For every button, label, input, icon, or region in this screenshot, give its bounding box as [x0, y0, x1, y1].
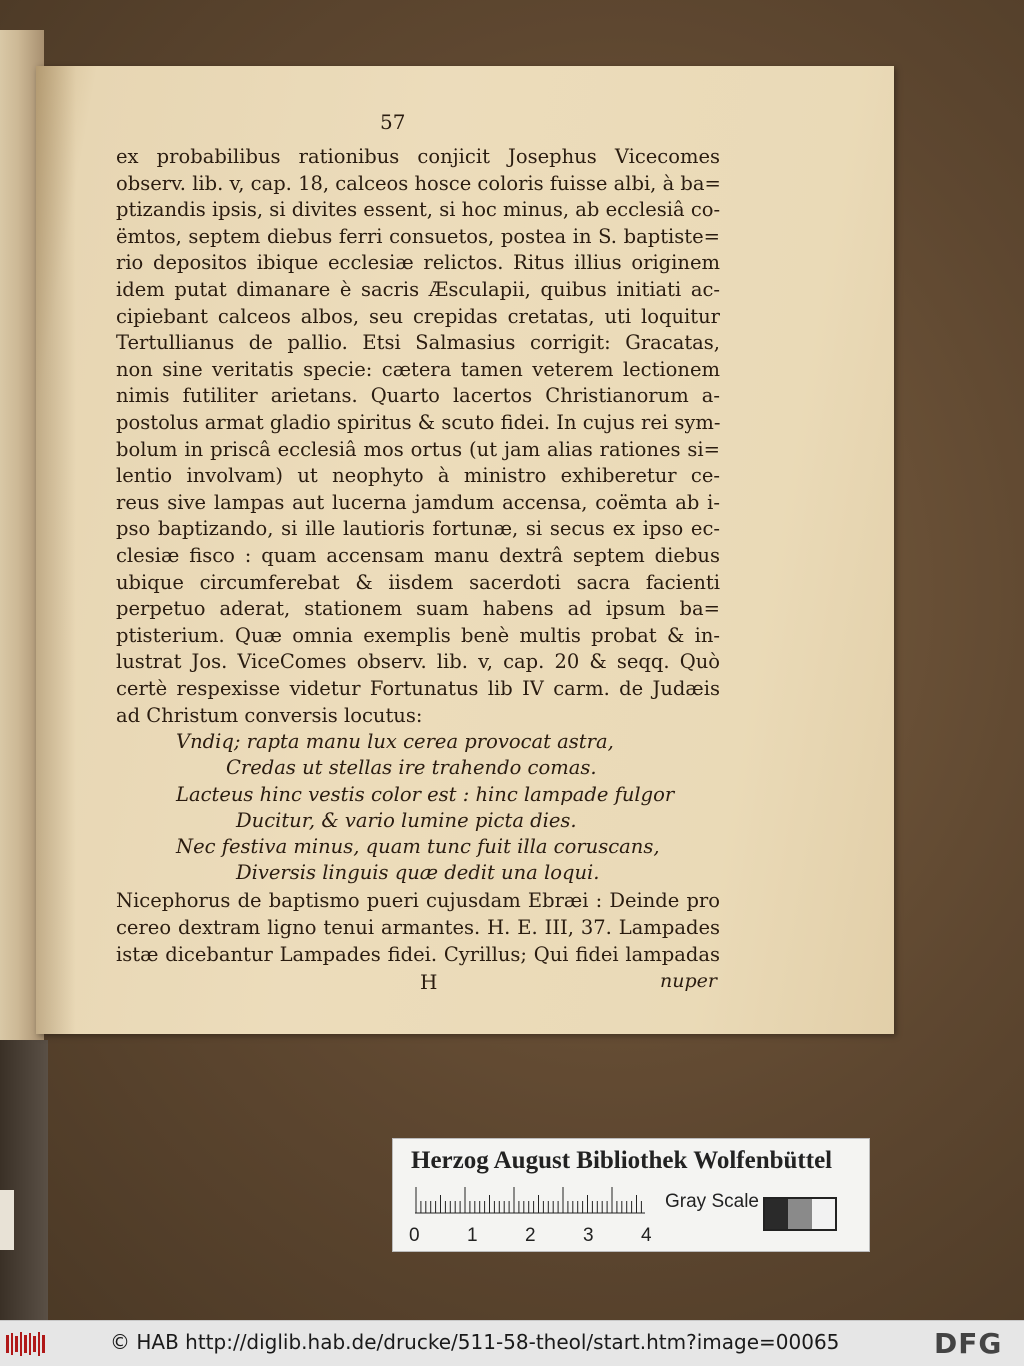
text-line: Nicephorus de baptismo pueri cujusdam Ebræi : Deinde pro — [116, 889, 720, 913]
gray-step — [788, 1199, 811, 1229]
page-number: 57 — [380, 110, 406, 134]
text-line: clesiæ fisco : quam accensam manu dextrâ septem diebus — [116, 544, 720, 567]
text-line: ëmtos, septem diebus ferri consuetos, postea in S. baptiste= — [116, 224, 720, 248]
ruler-number: 0 — [409, 1225, 420, 1246]
text-line: nimis futiliter arietans. Quarto lacertos Christianorum a- — [116, 384, 720, 408]
verse-line: Vndiq; rapta manu lux cerea provocat astra, — [176, 730, 614, 754]
hab-barcode-logo-icon — [6, 1331, 46, 1357]
text-line: pso baptizando, si ille lautioris fortunæ, si secus ex ipso ec- — [116, 517, 720, 541]
text-line: cereo dextram ligno tenui armantes. H. E. III, 37. Lampades — [116, 916, 720, 939]
gray-scale-swatch — [763, 1197, 837, 1231]
shelf-label — [0, 1190, 14, 1250]
text-line: reus sive lampas aut lucerna jamdum accensa, coëmta ab i- — [116, 490, 720, 514]
verse-line: Ducitur, & vario lumine picta dies. — [236, 808, 577, 832]
ruler-numbers — [409, 1225, 659, 1245]
text-line: postolus armat gladio spiritus & scuto fidei. In cujus rei sym- — [116, 411, 721, 434]
text-line: observ. lib. v, cap. 18, calceos hosce coloris fuisse albi, à ba= — [116, 171, 721, 195]
ruler-number: 2 — [525, 1225, 536, 1246]
text-line: rio depositos ibique ecclesiæ relictos. Ritus illius originem — [116, 251, 720, 275]
text-line: lentio involvam) ut neophyto à ministro exhiberetur ce- — [116, 464, 720, 488]
gray-step — [812, 1199, 835, 1229]
text-line: Tertullianus de pallio. Etsi Salmasius corrigit: Gracatas, — [116, 331, 720, 355]
text-line: ptisterium. Quæ omnia exemplis benè multis probat & in- — [116, 623, 720, 647]
catchword: nuper — [660, 970, 717, 992]
text-line: non sine veritatis specie: cætera tamen veterem lectionem — [116, 357, 720, 381]
verse-line: Lacteus hinc vestis color est : hinc lampade fulgor — [176, 782, 675, 806]
gray-step — [765, 1199, 788, 1229]
verse-line: Diversis linguis quæ dedit una loqui. — [236, 861, 600, 885]
ruler-scale — [415, 1185, 645, 1215]
viewer-footer — [0, 1320, 1024, 1366]
ruler-number: 1 — [467, 1225, 478, 1246]
text-line: idem putat dimanare è sacris Æsculapii, quibus initiati ac- — [116, 278, 720, 301]
gray-scale-label: Gray Scale — [665, 1191, 759, 1212]
text-line: bolum in priscâ ecclesiâ mos ortus (ut jam alias rationes si= — [116, 437, 720, 461]
text-line: ptizandis ipsis, si divites essent, si hoc minus, ab ecclesiâ co- — [116, 198, 721, 222]
dfg-logo: DFG — [934, 1327, 1003, 1360]
text-line: perpetuo aderat, stationem suam habens ad ipsum ba= — [116, 597, 720, 621]
text-line: cipiebant calceos albos, seu crepidas cretatas, uti loquitur — [116, 304, 720, 328]
signature-mark: H — [420, 970, 438, 994]
text-line: istæ dicebantur Lampades fidei. Cyrillus; Qui fidei lampadas — [116, 942, 720, 966]
calibration-card — [392, 1138, 870, 1252]
verse-line: Nec festiva minus, quam tunc fuit illa coruscans, — [176, 835, 660, 858]
text-line: certè respexisse videtur Fortunatus lib IV carm. de Judæis — [116, 677, 720, 700]
verse-line: Credas ut stellas ire trahendo comas. — [226, 756, 597, 780]
text-line: ad Christum conversis locutus: — [116, 703, 423, 727]
text-line: ubique circumferebat & iisdem sacerdoti sacra facienti — [116, 570, 720, 594]
ruler-number: 4 — [641, 1225, 652, 1246]
book-binding-shadow — [0, 1040, 48, 1320]
text-line: ex probabilibus rationibus conjicit Josephus Vicecomes — [116, 145, 720, 168]
page-gutter-shade — [36, 66, 76, 1034]
ruler-number: 3 — [583, 1225, 594, 1246]
copyright-url[interactable]: © HAB http://diglib.hab.de/drucke/511-58-theol/start.htm?image=00065 — [110, 1330, 840, 1354]
library-title: Herzog August Bibliothek Wolfenbüttel — [411, 1147, 833, 1174]
text-line: lustrat Jos. ViceComes observ. lib. v, cap. 20 & seqq. Quò — [116, 650, 720, 674]
